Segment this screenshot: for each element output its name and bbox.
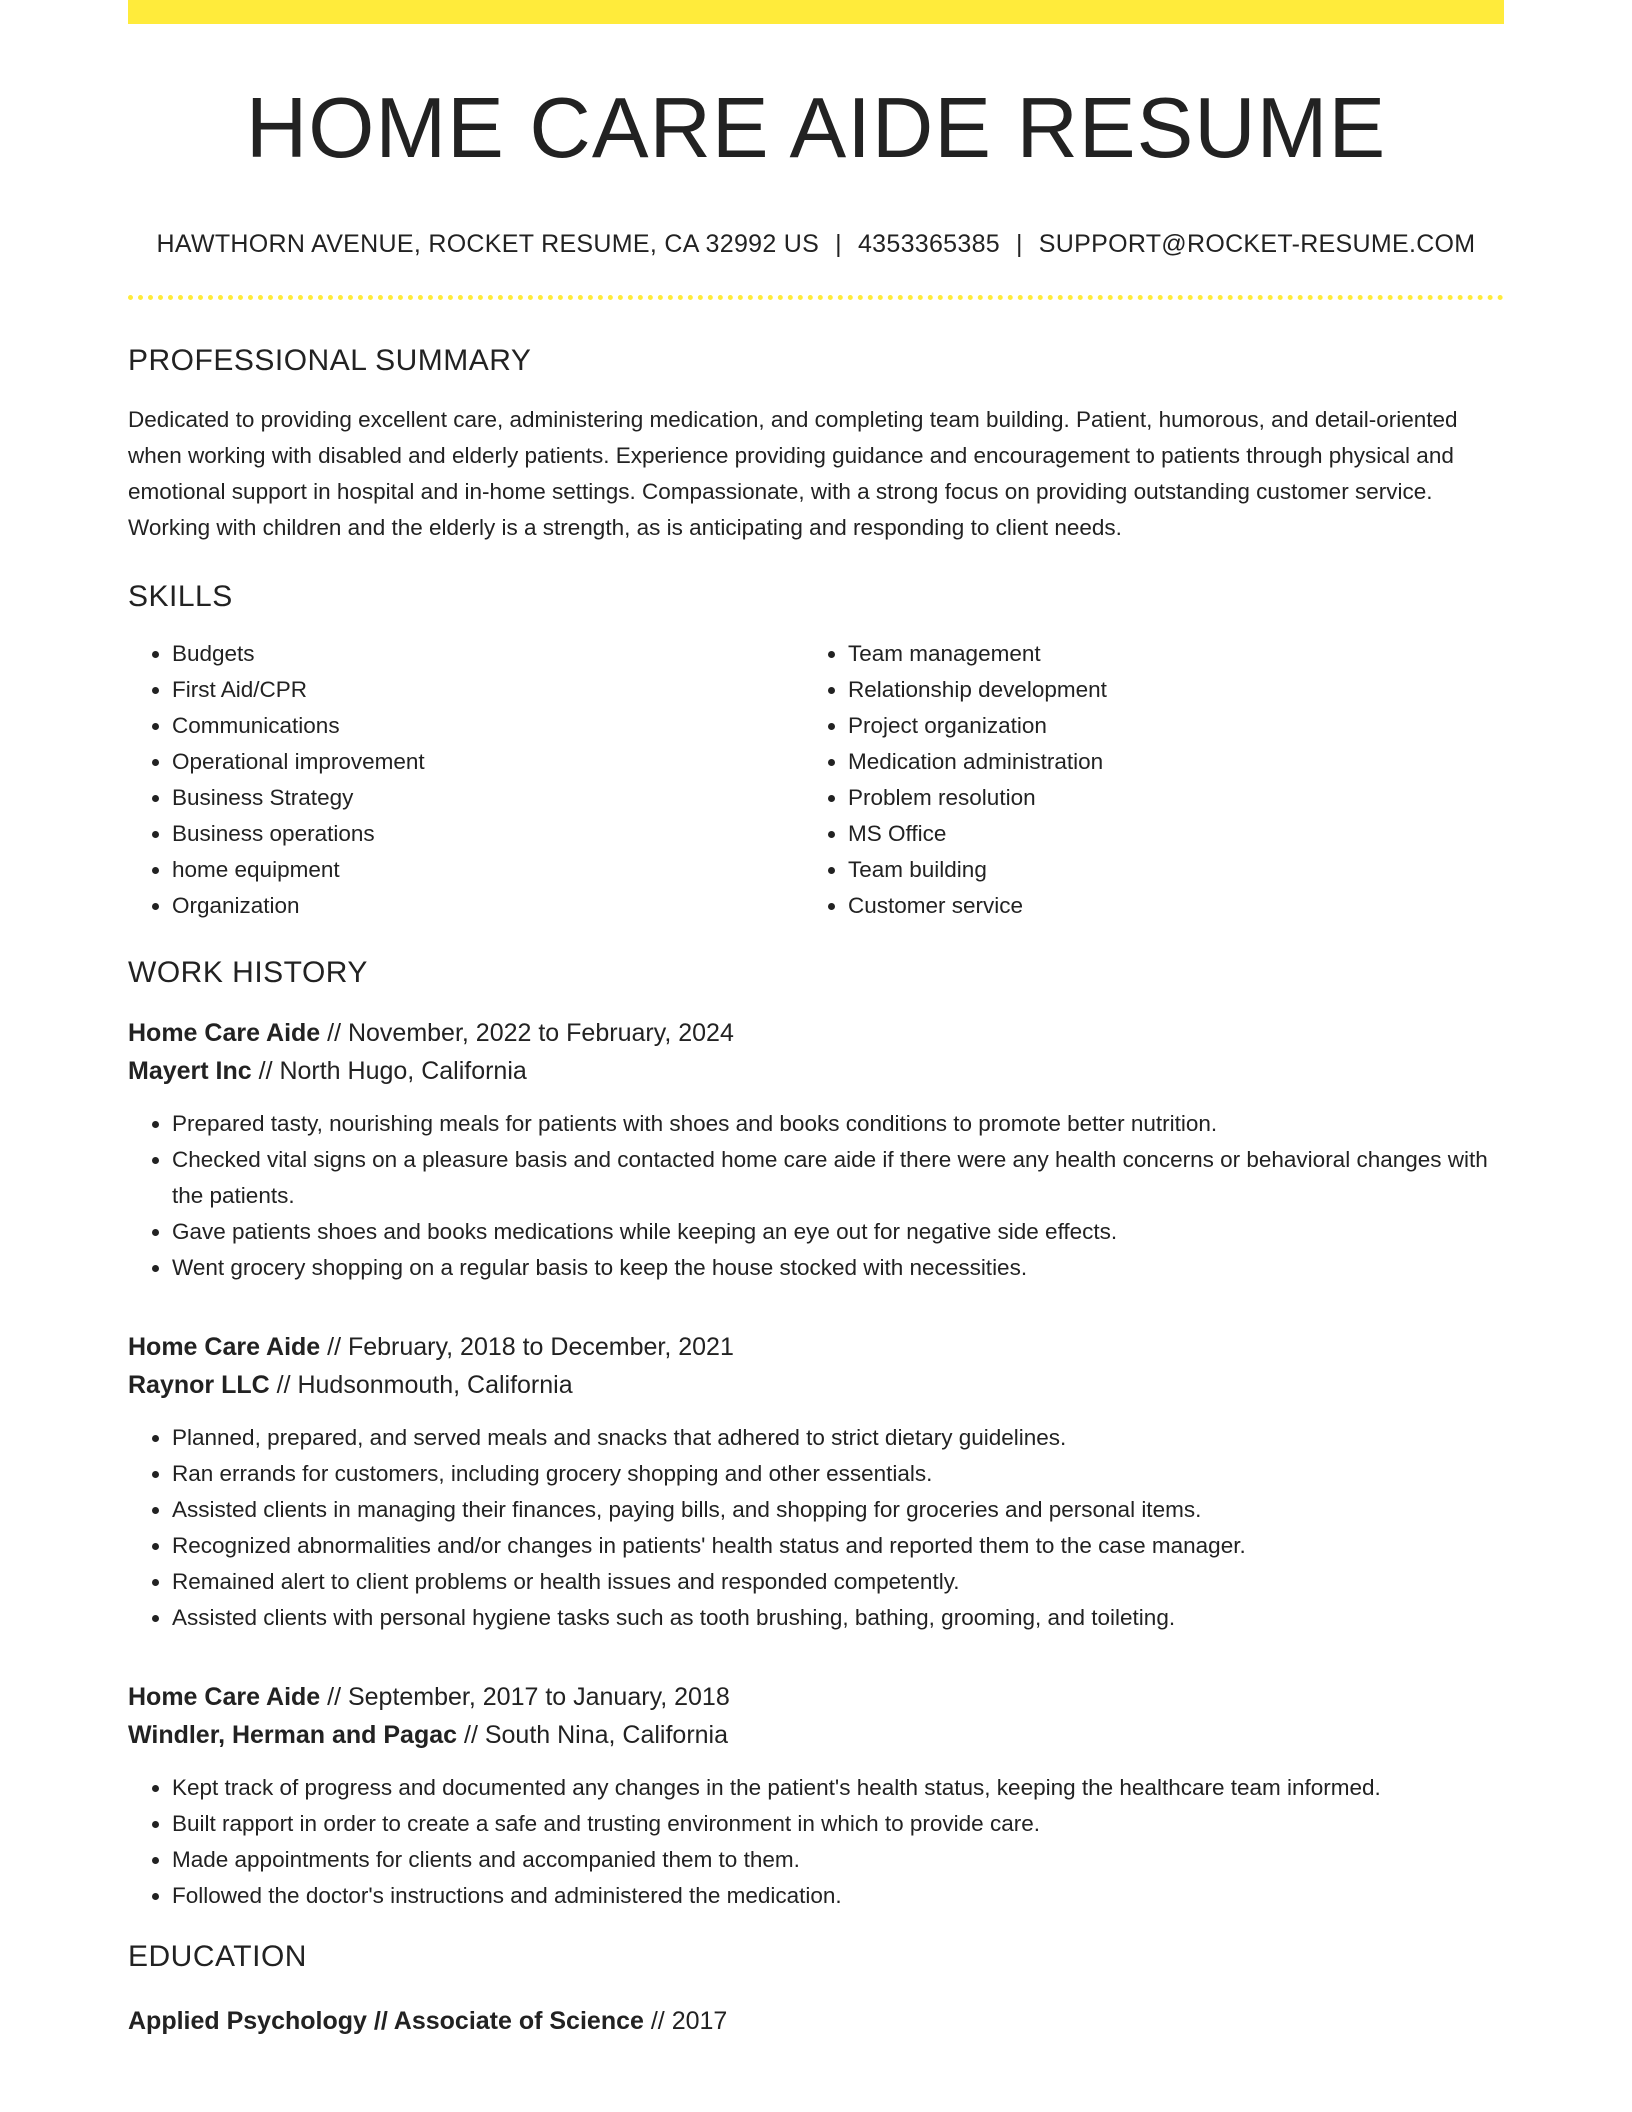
job-bullets: [128, 1106, 1504, 1286]
resume-page: [128, 0, 1504, 2040]
education-entry: [128, 2002, 1504, 2040]
job-dates: // September, 2017 to January, 2018: [320, 1682, 730, 1711]
job-company-line: [128, 1716, 1504, 1754]
skill-item: • Operational improvement: [172, 744, 804, 780]
job-entry: [128, 1328, 1504, 1636]
skills-column-left: [128, 636, 804, 924]
job-role-line: [128, 1328, 1504, 1366]
job-role-line: [128, 1014, 1504, 1052]
job-bullet: • Ran errands for customers, including grocery shopping and other essentials.: [172, 1456, 1504, 1492]
skills-list: [128, 636, 1504, 924]
resume-title: HOME CARE AIDE RESUME: [245, 81, 1387, 176]
skills-column-right: [804, 636, 1480, 924]
contact-address: HAWTHORN AVENUE, ROCKET RESUME, CA 32992 US: [156, 229, 820, 258]
skill-item: • Customer service: [848, 888, 1480, 924]
skills-heading: SKILLS: [128, 579, 233, 613]
skill-item: • home equipment: [172, 852, 804, 888]
education-year: // 2017: [643, 2006, 728, 2035]
job-dates: // February, 2018 to December, 2021: [320, 1332, 734, 1361]
contact-separator: |: [1016, 229, 1023, 258]
contact-separator: |: [835, 229, 842, 258]
job-bullet: • Planned, prepared, and served meals and snacks that adhered to strict dietary guidelines.: [172, 1420, 1504, 1456]
job-bullet: • Followed the doctor's instructions and administered the medication.: [172, 1878, 1504, 1914]
job-role: Home Care Aide: [128, 1682, 321, 1711]
skill-item: • Team management: [848, 636, 1480, 672]
skill-item: • Budgets: [172, 636, 804, 672]
job-bullets: [128, 1420, 1504, 1636]
dotted-divider: [128, 295, 1504, 300]
summary-text: Dedicated to providing excellent care, administering medication, and completing team building. Patient, humorous, and detail-oriented when working with disabled and elderly patients. Experience providing guidance and encouragement to patients through physical and emotional support in hospital and in-home settings. Compassionate, with a strong focus on providing outstanding customer service. Working with children and the elderly is a strength, as is anticipating and responding to client needs.: [128, 406, 1458, 540]
job-company-line: [128, 1052, 1504, 1090]
skill-item: • Relationship development: [848, 672, 1480, 708]
contact-line: [128, 230, 1504, 259]
skill-item: • Problem resolution: [848, 780, 1480, 816]
job-bullet: • Gave patients shoes and books medications while keeping an eye out for negative side effects.: [172, 1214, 1504, 1250]
job-role: Home Care Aide: [128, 1018, 321, 1047]
job-entry: [128, 1678, 1504, 1914]
job-location: // Hudsonmouth, California: [269, 1370, 573, 1399]
accent-top-bar: [128, 0, 1504, 24]
job-company-line: [128, 1366, 1504, 1404]
skill-item: • Organization: [172, 888, 804, 924]
job-bullet: • Went grocery shopping on a regular basis to keep the house stocked with necessities.: [172, 1250, 1504, 1286]
education-heading: EDUCATION: [128, 1939, 307, 1973]
job-bullet: • Made appointments for clients and accompanied them to them.: [172, 1842, 1504, 1878]
contact-email: SUPPORT@ROCKET-RESUME.COM: [1038, 229, 1476, 258]
job-location: // North Hugo, California: [251, 1056, 527, 1085]
job-bullet: • Recognized abnormalities and/or changes in patients' health status and reported them to the case manager.: [172, 1528, 1504, 1564]
job-bullet: • Assisted clients with personal hygiene tasks such as tooth brushing, bathing, grooming, and toileting.: [172, 1600, 1504, 1636]
job-company: Mayert Inc: [128, 1056, 252, 1085]
summary-heading: PROFESSIONAL SUMMARY: [128, 343, 532, 377]
skill-item: • Medication administration: [848, 744, 1480, 780]
skill-item: • Project organization: [848, 708, 1480, 744]
job-dates: // November, 2022 to February, 2024: [320, 1018, 734, 1047]
skill-item: • First Aid/CPR: [172, 672, 804, 708]
job-bullets: [128, 1770, 1504, 1914]
job-bullet: • Remained alert to client problems or health issues and responded competently.: [172, 1564, 1504, 1600]
skill-item: • Business operations: [172, 816, 804, 852]
job-entry: [128, 1014, 1504, 1286]
skill-item: • Business Strategy: [172, 780, 804, 816]
job-bullet: • Prepared tasty, nourishing meals for patients with shoes and books conditions to promote better nutrition.: [172, 1106, 1504, 1142]
skill-item: • MS Office: [848, 816, 1480, 852]
skill-item: • Communications: [172, 708, 804, 744]
job-location: // South Nina, California: [457, 1720, 729, 1749]
education-degree: Applied Psychology // Associate of Science: [128, 2006, 644, 2035]
job-role-line: [128, 1678, 1504, 1716]
job-bullet: • Kept track of progress and documented any changes in the patient's health status, keeping the healthcare team informed.: [172, 1770, 1504, 1806]
job-bullet: • Built rapport in order to create a safe and trusting environment in which to provide care.: [172, 1806, 1504, 1842]
job-role: Home Care Aide: [128, 1332, 321, 1361]
job-company: Windler, Herman and Pagac: [128, 1720, 458, 1749]
contact-phone: 4353365385: [857, 229, 1000, 258]
job-company: Raynor LLC: [128, 1370, 270, 1399]
work-history-heading: WORK HISTORY: [128, 955, 368, 989]
job-bullet: • Checked vital signs on a pleasure basis and contacted home care aide if there were any health concerns or behavioral changes with the patients.: [172, 1142, 1504, 1214]
skill-item: • Team building: [848, 852, 1480, 888]
job-bullet: • Assisted clients in managing their finances, paying bills, and shopping for groceries and personal items.: [172, 1492, 1504, 1528]
